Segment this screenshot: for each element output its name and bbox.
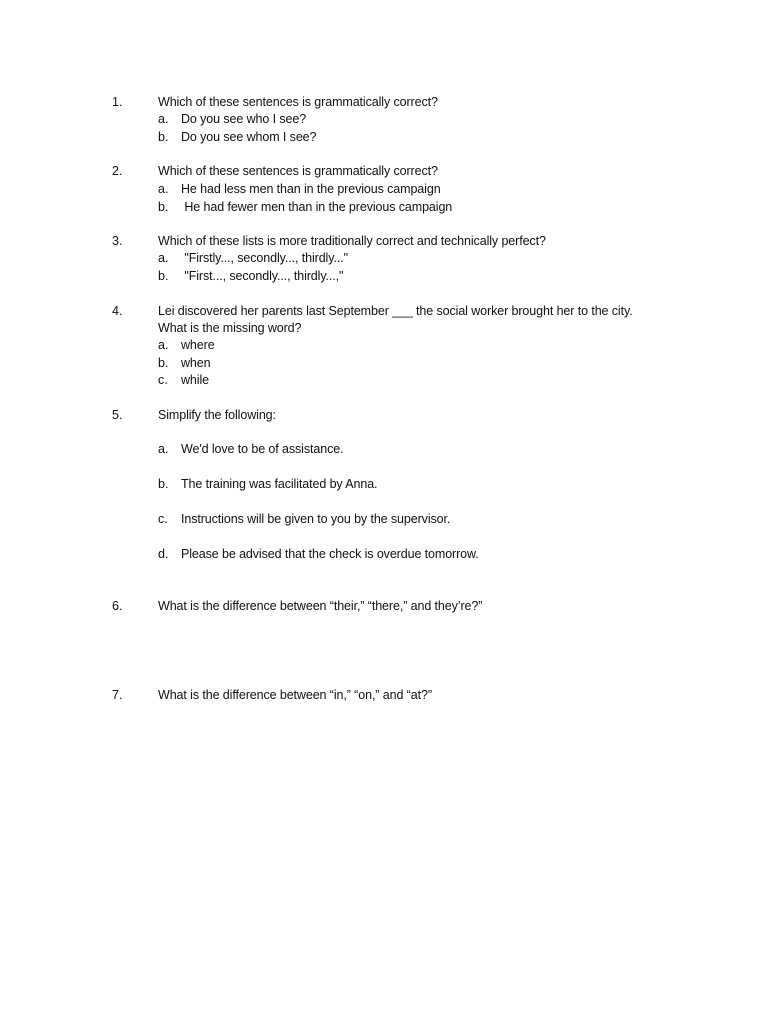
- option-text: We'd love to be of assistance.: [181, 442, 344, 456]
- option-text: when: [181, 356, 211, 370]
- option-text: while: [181, 373, 209, 387]
- option-letter: a.: [158, 442, 169, 456]
- option-letter: c.: [158, 512, 168, 526]
- option-text: Do you see who I see?: [181, 112, 307, 126]
- question-text: Lei discovered her parents last September ___ the social worker brought her to the city.: [158, 304, 633, 318]
- question-text: Which of these sentences is grammatically correct?: [158, 95, 438, 109]
- option-letter: a.: [158, 112, 169, 126]
- question-number: 2.: [112, 164, 123, 178]
- option-text: where: [181, 338, 215, 352]
- option-letter: a.: [158, 338, 169, 352]
- question-text: Which of these lists is more traditionally correct and technically perfect?: [158, 234, 546, 248]
- question-text: Simplify the following:: [158, 408, 276, 422]
- option-letter: b.: [158, 269, 169, 283]
- question-number: 4.: [112, 304, 123, 318]
- option-text: The training was facilitated by Anna.: [181, 477, 378, 491]
- question-text: Which of these sentences is grammatically correct?: [158, 164, 438, 178]
- option-text: He had fewer men than in the previous campaign: [181, 200, 453, 214]
- option-letter: c.: [158, 373, 168, 387]
- option-letter: b.: [158, 477, 169, 491]
- option-text: Do you see whom I see?: [181, 130, 317, 144]
- question-number: 1.: [112, 95, 123, 109]
- option-letter: a.: [158, 182, 169, 196]
- option-text: He had less men than in the previous campaign: [181, 182, 441, 196]
- question-number: 7.: [112, 688, 123, 702]
- option-letter: b.: [158, 356, 169, 370]
- question-number: 3.: [112, 234, 123, 248]
- question-text: What is the missing word?: [158, 321, 302, 335]
- option-letter: a.: [158, 251, 169, 265]
- option-letter: d.: [158, 547, 169, 561]
- option-text: Please be advised that the check is overdue tomorrow.: [181, 547, 479, 561]
- option-text: "First..., secondly..., thirdly...,": [181, 269, 344, 283]
- option-letter: b.: [158, 130, 169, 144]
- question-text: What is the difference between “their,” “there,” and they’re?”: [158, 599, 483, 613]
- option-letter: b.: [158, 200, 169, 214]
- option-text: "Firstly..., secondly..., thirdly...": [181, 251, 348, 265]
- option-text: Instructions will be given to you by the supervisor.: [181, 512, 451, 526]
- question-text: What is the difference between “in,” “on,” and “at?”: [158, 688, 432, 702]
- question-number: 6.: [112, 599, 123, 613]
- question-number: 5.: [112, 408, 123, 422]
